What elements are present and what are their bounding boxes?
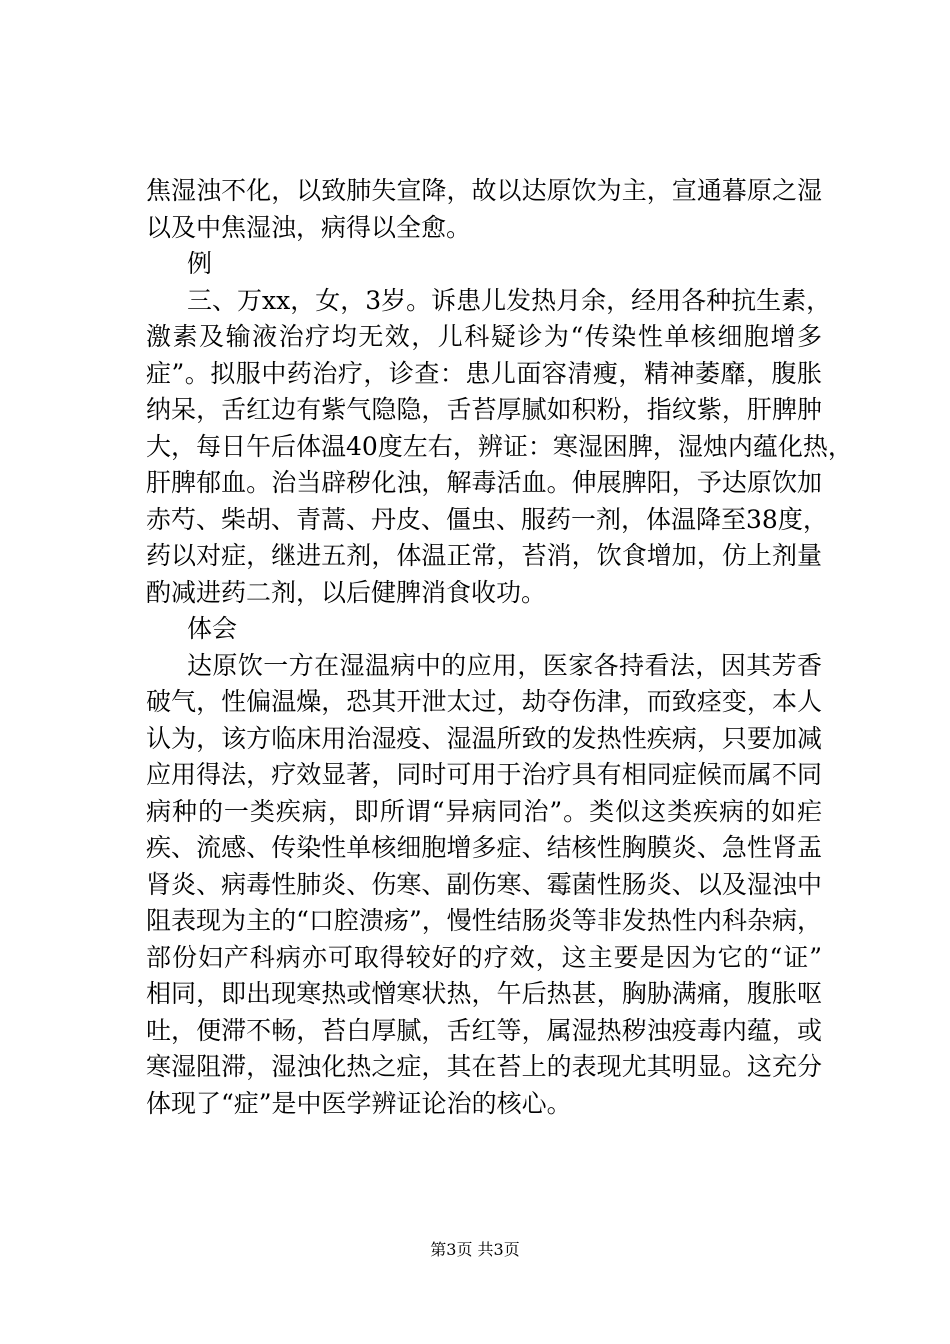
text-line: 体现了“症”是中医学辨证论治的核心。	[146, 1088, 572, 1118]
text-line: 纳呆，舌红边有紫气隐隐，舌苔厚腻如积粉，指纹紫，肝脾肿	[146, 395, 822, 424]
text-line: 药以对症，继进五剂，体温正常，苔消，饮食增加，仿上剂量	[146, 541, 822, 570]
text-line: 疾、流感、传染性单核细胞增多症、结核性胸膜炎、急性肾盂	[146, 833, 822, 862]
text-line: 部份妇产科病亦可取得较好的疗效，这主要是因为它的“证”	[146, 942, 822, 972]
text-line: 病种的一类疾病，即所谓“异病同治”。类似这类疾病的如疟	[146, 796, 822, 826]
text-line: 相同，即出现寒热或憎寒状热，午后热甚，胸胁满痛，腹胀呕	[146, 979, 822, 1008]
text-line: 酌减进药二剂，以后健脾消食收功。	[146, 577, 547, 607]
text-line: 大，每日午后体温40度左右，辨证：寒湿困脾，湿烛内蕴化热，	[146, 431, 853, 461]
text-line: 症”。拟服中药治疗，诊查：患儿面容清瘦，精神萎靡，腹胀	[146, 358, 822, 388]
text-line: 三、万xx，女，3岁。诉患儿发热月余，经用各种抗生素，	[187, 285, 832, 315]
text-line: 达原饮一方在湿温病中的应用，医家各持看法，因其芳香	[187, 650, 822, 680]
text-line: 焦湿浊不化，以致肺失宣降，故以达原饮为主，宣通暮原之湿	[146, 176, 822, 205]
page-footer: 第3页 共3页	[430, 1240, 520, 1259]
text-line: 激素及输液治疗均无效，儿科疑诊为“传染性单核细胞增多	[146, 322, 822, 351]
text-line: 吐，便滞不畅，苔白厚腻，舌红等，属湿热秽浊疫毒内蕴，或	[146, 1015, 822, 1045]
text-line: 应用得法，疗效显著，同时可用于治疗具有相同症候而属不同	[146, 760, 822, 789]
text-line: 以及中焦湿浊，病得以全愈。	[146, 212, 472, 242]
text-line: 例	[187, 249, 213, 278]
text-line: 破气，性偏温燥，恐其开泄太过，劫夺伤津，而致痉变，本人	[146, 687, 822, 716]
text-line: 赤芍、柴胡、青蒿、丹皮、僵虫、服药一剂，体温降至38度，	[146, 504, 828, 534]
text-line: 肾炎、病毒性肺炎、伤寒、副伤寒、霉菌性肠炎、以及湿浊中	[146, 869, 822, 899]
text-line: 肝脾郁血。治当辟秽化浊，解毒活血。伸展脾阳，予达原饮加	[146, 468, 822, 497]
document-body	[146, 173, 853, 1122]
text-line: 阻表现为主的“口腔溃疡”，慢性结肠炎等非发热性内科杂病，	[146, 906, 822, 935]
text-line: 寒湿阻滞，湿浊化热之症，其在苔上的表现尤其明显。这充分	[146, 1052, 822, 1081]
text-line: 认为，该方临床用治湿疫、湿温所致的发热性疾病，只要加减	[146, 723, 822, 753]
text-line: 体会	[187, 614, 238, 643]
